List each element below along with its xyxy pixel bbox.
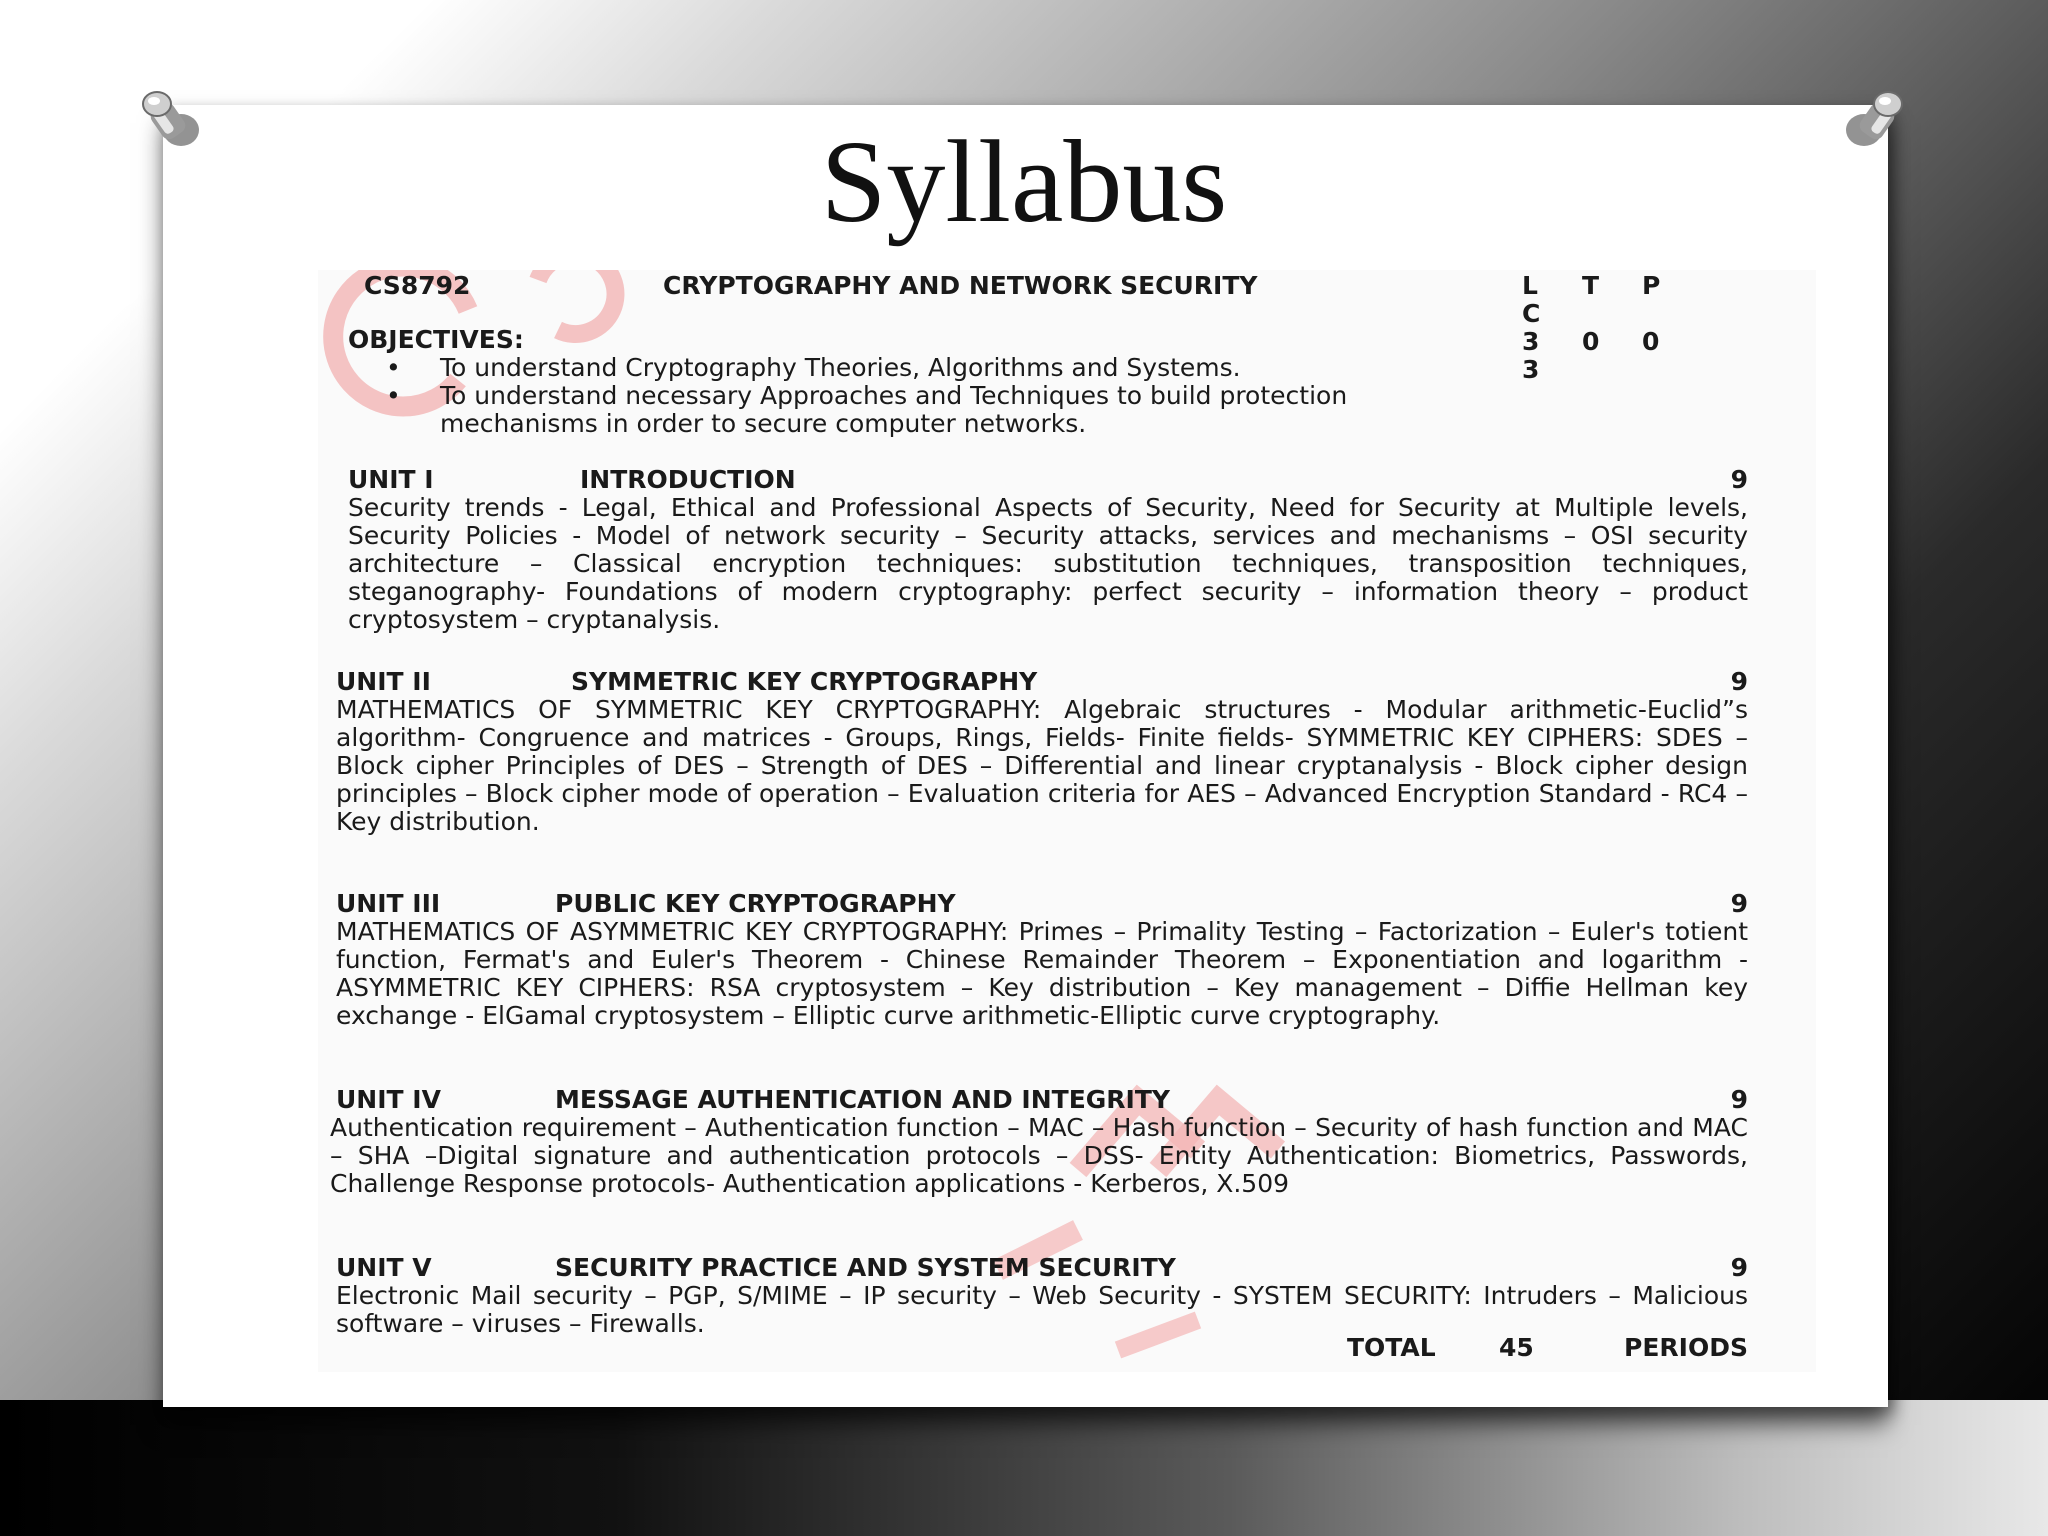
objectives-heading: OBJECTIVES: [348, 325, 524, 354]
unit-title: SYMMETRIC KEY CRYPTOGRAPHY [571, 667, 1038, 696]
slide-title: Syllabus [820, 116, 1228, 247]
unit-heading [330, 1086, 1748, 1114]
unit-4 [330, 1086, 1748, 1198]
unit-hours: 9 [1730, 1253, 1748, 1282]
unit-description: MATHEMATICS OF ASYMMETRIC KEY CRYPTOGRAPHY: Primes – Primality Testing – Factorization – Euler's totient function, Fermat's and Euler's Theorem - Chinese Remainder Theorem – Exponentiation and logarithm - ASYMMETRIC KEY CIPHERS: RSA cryptosystem – Key distribution – Key management – Diffie Hellman key exchange - ElGamal cryptosystem – Elliptic curve arithmetic-Elliptic curve cryptography. [336, 917, 1748, 1030]
syllabus-document [318, 270, 1816, 1372]
unit-5 [336, 1254, 1748, 1338]
list-item: • To understand necessary Approaches and Techniques to build protection mechanisms in order to secure computer networks. [386, 382, 1486, 438]
unit-3 [336, 890, 1748, 1030]
ltpc-header: P [1642, 271, 1661, 300]
unit-description: Authentication requirement – Authentication function – MAC – Hash function – Security of hash function and MAC – SHA –Digital signature and authentication protocols – DSS- Entity Authentication: Biometrics, Passwords, Challenge Response protocols- Authentication applications - Kerberos, X.509 [330, 1113, 1748, 1198]
unit-title: PUBLIC KEY CRYPTOGRAPHY [555, 889, 956, 918]
course-code: CS8792 [364, 271, 471, 300]
ltpc-value: 0 [1582, 327, 1600, 356]
ltpc-value: 3 [1522, 327, 1540, 356]
total-value: 45 [1499, 1333, 1534, 1362]
unit-title: MESSAGE AUTHENTICATION AND INTEGRITY [555, 1085, 1171, 1114]
unit-number: UNIT V [336, 1253, 432, 1282]
list-item: • To understand Cryptography Theories, Algorithms and Systems. [386, 354, 1486, 382]
ltpc-header: T [1582, 271, 1600, 300]
unit-description: MATHEMATICS OF SYMMETRIC KEY CRYPTOGRAPHY: Algebraic structures - Modular arithmetic-Euclid”s algorithm- Congruence and matrices - Groups, Rings, Fields- Finite fields- SYMMETRIC KEY CIPHERS: SDES – Block cipher Principles of DES – Strength of DES – Differential and linear cryptanalysis - Block cipher design principles – Block cipher mode of operation – Evaluation criteria for AES – Advanced Encryption Standard - RC4 – Key distribution. [336, 695, 1748, 836]
unit-number: UNIT II [336, 667, 431, 696]
unit-heading [348, 466, 1748, 494]
ltpc-value: 0 [1642, 327, 1660, 356]
unit-1 [348, 466, 1748, 634]
ltpc-value: 3 [1522, 355, 1540, 384]
unit-heading [336, 890, 1748, 918]
unit-2 [336, 668, 1748, 836]
ltpc-header: C [1522, 299, 1541, 328]
unit-title: INTRODUCTION [580, 465, 796, 494]
background-bottom-band [0, 1400, 2048, 1536]
unit-heading [336, 1254, 1748, 1282]
unit-description: Security trends - Legal, Ethical and Professional Aspects of Security, Need for Security at Multiple levels, Security Policies - Model of network security – Security attacks, services and mechanisms – OSI security architecture – Classical encryption techniques: substitution techniques, transposition techniques, steganography- Foundations of modern cryptography: perfect security – information theory – product cryptosystem – cryptanalysis. [348, 493, 1748, 634]
unit-heading [336, 668, 1748, 696]
unit-title: SECURITY PRACTICE AND SYSTEM SECURITY [555, 1253, 1176, 1282]
unit-hours: 9 [1730, 667, 1748, 696]
ltpc-header: L [1522, 271, 1538, 300]
total-periods [336, 1334, 1748, 1364]
unit-number: UNIT IV [336, 1085, 441, 1114]
total-label: TOTAL [1347, 1333, 1436, 1362]
unit-number: UNIT I [348, 465, 434, 494]
unit-number: UNIT III [336, 889, 441, 918]
unit-description: Electronic Mail security – PGP, S/MIME – IP security – Web Security - SYSTEM SECURITY: Intruders – Malicious software – viruses – Firewalls. [336, 1281, 1748, 1338]
total-unit: PERIODS [1624, 1333, 1748, 1362]
objectives-list [386, 354, 1486, 438]
unit-hours: 9 [1730, 1085, 1748, 1114]
unit-hours: 9 [1730, 889, 1748, 918]
course-title: CRYPTOGRAPHY AND NETWORK SECURITY [663, 271, 1258, 300]
unit-hours: 9 [1730, 465, 1748, 494]
